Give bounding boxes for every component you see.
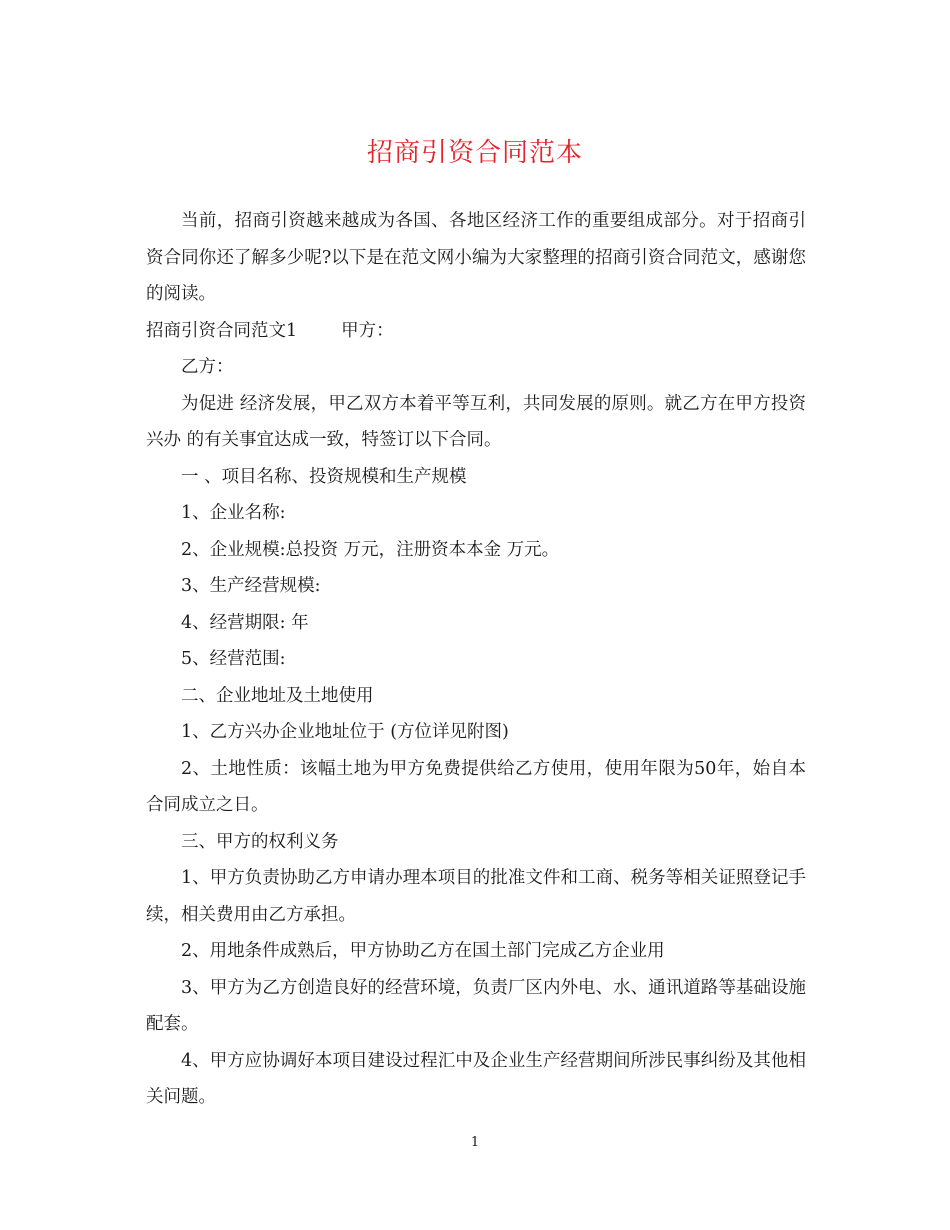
clause-item: 2、用地条件成熟后，甲方协助乙方在国土部门完成乙方企业用 bbox=[181, 941, 665, 961]
clause-item: 3、甲方为乙方创造良好的经营环境，负责厂区内外电、水、通讯道路等基础设施配套。 bbox=[146, 977, 806, 1034]
intro-paragraph: 当前，招商引资越来越成为各国、各地区经济工作的重要组成部分。对于招商引资合同你还了解多少呢?以下是在范文网小编为大家整理的招商引资合同范文，感谢您的阅读。 bbox=[146, 211, 806, 304]
section-heading: 二、企业地址及土地使用 bbox=[181, 685, 374, 706]
document-title: 招商引资合同范本 bbox=[366, 138, 583, 168]
preamble-paragraph: 为促进 经济发展，甲乙双方本着平等互利，共同发展的原则。就乙方在甲方投资兴办 的有关事宜达成一致，特签订以下合同。 bbox=[146, 393, 806, 450]
clause-item: 2、企业规模:总投资 万元，注册资本本金 万元。 bbox=[181, 539, 560, 560]
clause-item: 1、企业名称: bbox=[181, 503, 286, 523]
document-body bbox=[146, 203, 806, 1116]
party-b-label: 乙方： bbox=[181, 357, 234, 377]
clause-item: 1、甲方负责协助乙方申请办理本项目的批准文件和工商、税务等相关证照登记手续，相关费用由乙方承担。 bbox=[146, 868, 806, 925]
clause-item: 4、甲方应协调好本项目建设过程汇中及企业生产经营期间所涉民事纠纷及其他相关问题。 bbox=[146, 1050, 806, 1107]
clause-item: 3、生产经营规模: bbox=[181, 576, 321, 596]
clause-item: 5、经营范围: bbox=[181, 649, 286, 669]
party-a-label: 甲方： bbox=[341, 320, 394, 341]
clause-item: 2、土地性质：该幅土地为甲方免费提供给乙方使用，使用年限为50年，始自本合同成立之日。 bbox=[146, 758, 806, 815]
section-heading: 三、甲方的权利义务 bbox=[181, 831, 339, 852]
sample-label: 招商引资合同范文1 bbox=[146, 320, 298, 341]
sample-line bbox=[146, 313, 806, 350]
page-number: 1 bbox=[470, 1135, 480, 1150]
section-heading: 一 、项目名称、投资规模和生产规模 bbox=[181, 466, 467, 487]
clause-item: 1、乙方兴办企业地址位于 (方位详见附图) bbox=[181, 722, 509, 742]
clause-item: 4、经营期限: 年 bbox=[181, 612, 309, 633]
